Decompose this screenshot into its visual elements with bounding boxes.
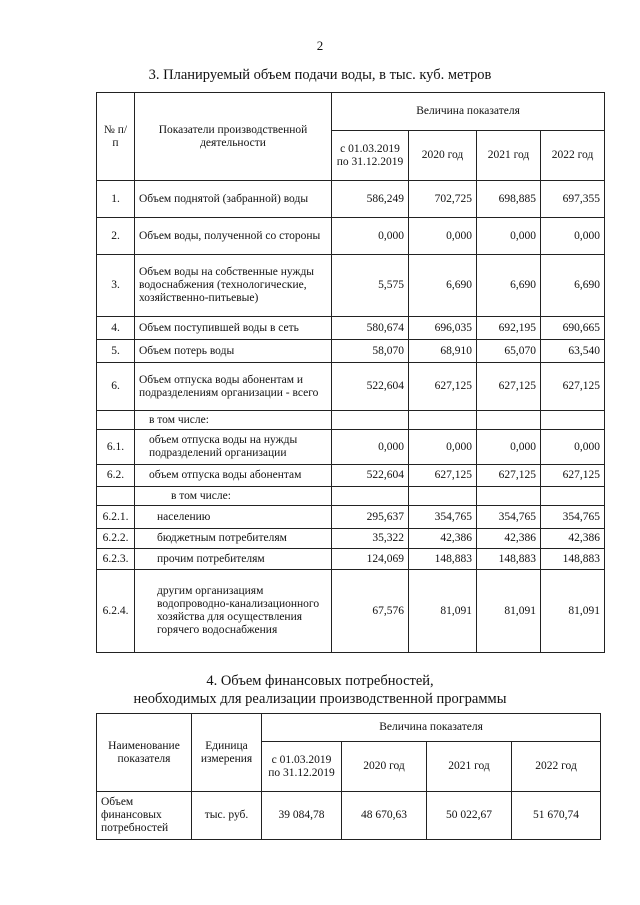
row-value: 0,000	[477, 430, 541, 465]
row-value: 0,000	[332, 218, 409, 255]
row-value: 65,070	[477, 340, 541, 363]
header-period: 2021 год	[427, 742, 512, 792]
row-value: 42,386	[477, 529, 541, 549]
row-name: Объем воды, полученной со стороны	[135, 218, 332, 255]
row-num: 2.	[97, 218, 135, 255]
row-value: 0,000	[541, 218, 605, 255]
table-row	[97, 317, 605, 340]
row-value: 627,125	[409, 465, 477, 487]
row-value: 586,249	[332, 181, 409, 218]
row-num: 6.2.4.	[97, 570, 135, 653]
row-name: в том числе:	[135, 487, 332, 506]
row-value: 81,091	[409, 570, 477, 653]
header-name: Показатели производственной деятельности	[135, 93, 332, 181]
table-row	[97, 255, 605, 317]
row-value: 35,322	[332, 529, 409, 549]
row-value: 39 084,78	[262, 792, 342, 840]
row-value: 148,883	[541, 549, 605, 570]
row-num: 5.	[97, 340, 135, 363]
row-value	[332, 487, 409, 506]
row-name: объем отпуска воды на нужды подразделений организации	[135, 430, 332, 465]
row-value: 354,765	[541, 506, 605, 529]
table2-title-line1: 4. Объем финансовых потребностей,	[206, 673, 434, 689]
table-row	[97, 792, 601, 840]
row-value: 58,070	[332, 340, 409, 363]
table-row	[97, 506, 605, 529]
row-value: 63,540	[541, 340, 605, 363]
row-unit: тыс. руб.	[192, 792, 262, 840]
row-value: 0,000	[409, 430, 477, 465]
row-value: 627,125	[477, 465, 541, 487]
table-row	[97, 487, 605, 506]
row-value: 42,386	[409, 529, 477, 549]
table-row	[97, 363, 605, 411]
row-value: 148,883	[477, 549, 541, 570]
header-period: 2021 год	[477, 131, 541, 181]
header-value-group: Величина показателя	[262, 714, 601, 742]
water-supply-table	[96, 92, 605, 653]
header-period: 2022 год	[541, 131, 605, 181]
row-value: 0,000	[477, 218, 541, 255]
table1-title: 3. Планируемый объем подачи воды, в тыс. куб. метров	[148, 67, 492, 83]
row-value: 696,035	[409, 317, 477, 340]
row-num: 6.	[97, 363, 135, 411]
header-period: 2020 год	[409, 131, 477, 181]
row-value: 68,910	[409, 340, 477, 363]
header-period: с 01.03.2019 по 31.12.2019	[262, 742, 342, 792]
row-value: 5,575	[332, 255, 409, 317]
row-name: Объем поднятой (забранной) воды	[135, 181, 332, 218]
row-value: 698,885	[477, 181, 541, 218]
row-value: 354,765	[477, 506, 541, 529]
row-value: 6,690	[409, 255, 477, 317]
table-row	[97, 570, 605, 653]
row-name: прочим потребителям	[135, 549, 332, 570]
table-row	[97, 181, 605, 218]
table2-title-line2: необходимых для реализации производственной программы	[133, 691, 507, 707]
row-value: 51 670,74	[512, 792, 601, 840]
row-value	[477, 487, 541, 506]
row-value: 522,604	[332, 465, 409, 487]
table-row	[97, 430, 605, 465]
row-name: Объем финансовых потребностей	[97, 792, 192, 840]
row-value: 67,576	[332, 570, 409, 653]
row-num: 4.	[97, 317, 135, 340]
row-value	[541, 411, 605, 430]
row-value: 522,604	[332, 363, 409, 411]
row-value: 702,725	[409, 181, 477, 218]
row-value: 697,355	[541, 181, 605, 218]
row-value: 0,000	[409, 218, 477, 255]
row-name: Объем потерь воды	[135, 340, 332, 363]
row-value	[409, 411, 477, 430]
row-value: 6,690	[541, 255, 605, 317]
row-value: 48 670,63	[342, 792, 427, 840]
header-period: с 01.03.2019 по 31.12.2019	[332, 131, 409, 181]
row-name: бюджетным потребителям	[135, 529, 332, 549]
row-num: 6.2.1.	[97, 506, 135, 529]
row-name: Объем воды на собственные нужды водоснабжения (технологические, хозяйственно-питьевые)	[135, 255, 332, 317]
row-num	[97, 487, 135, 506]
row-name: в том числе:	[135, 411, 332, 430]
row-value: 6,690	[477, 255, 541, 317]
row-value: 690,665	[541, 317, 605, 340]
row-name: Объем отпуска воды абонентам и подразделениям организации - всего	[135, 363, 332, 411]
header-name: Наименование показателя	[97, 714, 192, 792]
row-value	[332, 411, 409, 430]
row-value: 295,637	[332, 506, 409, 529]
page-number: 2	[316, 38, 324, 53]
row-name: населению	[135, 506, 332, 529]
row-value: 692,195	[477, 317, 541, 340]
row-value: 50 022,67	[427, 792, 512, 840]
table-row	[97, 411, 605, 430]
row-value	[477, 411, 541, 430]
table2-title	[0, 672, 640, 708]
row-num: 6.1.	[97, 430, 135, 465]
row-value: 124,069	[332, 549, 409, 570]
row-value: 81,091	[541, 570, 605, 653]
header-unit: Единица измерения	[192, 714, 262, 792]
row-value	[541, 487, 605, 506]
header-num: № п/п	[97, 93, 135, 181]
financial-needs-table	[96, 713, 601, 840]
row-value: 627,125	[541, 465, 605, 487]
row-value: 627,125	[541, 363, 605, 411]
header-value-group: Величина показателя	[332, 93, 605, 131]
table-row	[97, 529, 605, 549]
row-num: 6.2.3.	[97, 549, 135, 570]
table1-header-row	[97, 93, 605, 131]
table2-header-row	[97, 714, 601, 742]
row-value: 627,125	[409, 363, 477, 411]
row-value: 81,091	[477, 570, 541, 653]
table-row	[97, 340, 605, 363]
table-row	[97, 549, 605, 570]
row-value: 42,386	[541, 529, 605, 549]
row-name: объем отпуска воды абонентам	[135, 465, 332, 487]
header-period: 2020 год	[342, 742, 427, 792]
row-name: Объем поступившей воды в сеть	[135, 317, 332, 340]
row-value: 148,883	[409, 549, 477, 570]
table-row	[97, 465, 605, 487]
row-num: 6.2.2.	[97, 529, 135, 549]
row-num: 6.2.	[97, 465, 135, 487]
row-value: 0,000	[332, 430, 409, 465]
row-value: 627,125	[477, 363, 541, 411]
row-value: 0,000	[541, 430, 605, 465]
row-num: 3.	[97, 255, 135, 317]
header-period: 2022 год	[512, 742, 601, 792]
row-value: 354,765	[409, 506, 477, 529]
row-num: 1.	[97, 181, 135, 218]
row-value	[409, 487, 477, 506]
table-row	[97, 218, 605, 255]
row-value: 580,674	[332, 317, 409, 340]
row-num	[97, 411, 135, 430]
row-name: другим организациям водопроводно-канализационного хозяйства для осуществления горячего водоснабжения	[135, 570, 332, 653]
